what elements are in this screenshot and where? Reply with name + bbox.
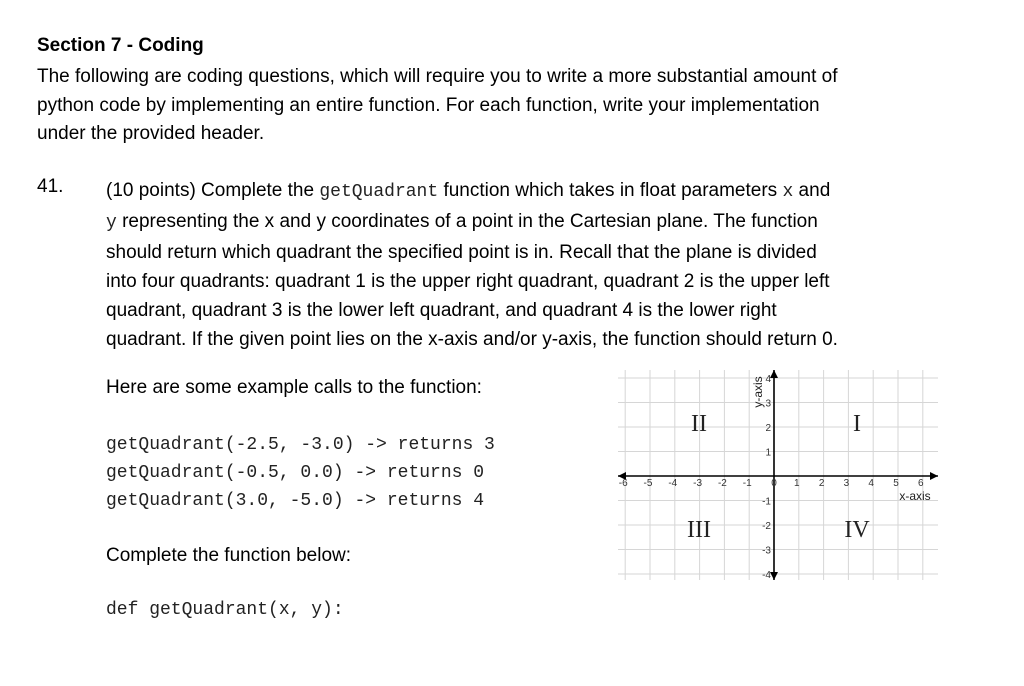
x-tick-label: -3 bbox=[693, 478, 703, 489]
quadrant-3-label: III bbox=[687, 517, 711, 543]
x-tick-label: 2 bbox=[818, 478, 825, 489]
y-tick-label: 4 bbox=[765, 374, 771, 385]
param-x: x bbox=[782, 182, 794, 202]
section-title: Section 7 - Coding bbox=[37, 35, 204, 56]
question-line bbox=[106, 207, 1006, 238]
section-intro bbox=[37, 63, 997, 149]
question-number: 41. bbox=[37, 176, 64, 197]
question-line: should return which quadrant the specified point is in. Recall that the plane is divided bbox=[106, 242, 817, 263]
quadrant-4-label: IV bbox=[844, 517, 870, 543]
x-tick-label: -6 bbox=[618, 478, 628, 489]
x-tick-label: -4 bbox=[668, 478, 678, 489]
text-segment: representing the x and y coordinates of a point in the Cartesian plane. The function bbox=[116, 211, 818, 232]
x-tick-label: -5 bbox=[643, 478, 653, 489]
x-tick-label: 3 bbox=[843, 478, 850, 489]
y-tick-label: 1 bbox=[765, 447, 771, 459]
x-tick-label: 4 bbox=[868, 478, 874, 489]
x-tick-label: -2 bbox=[717, 478, 727, 489]
example-call: getQuadrant(-0.5, 0.0) -> returns 0 bbox=[106, 463, 485, 483]
function-name: getQuadrant bbox=[319, 182, 439, 202]
question-line: into four quadrants: quadrant 1 is the upper right quadrant, quadrant 2 is the upper left bbox=[106, 271, 830, 292]
y-axis-arrow-down bbox=[770, 572, 778, 580]
y-axis-arrow-up bbox=[770, 370, 778, 378]
x-tick-labels bbox=[619, 478, 924, 489]
cartesian-plane-figure bbox=[614, 366, 942, 582]
intro-line: python code by implementing an entire function. For each function, write your implementation bbox=[37, 94, 820, 116]
x-tick-label: 0 bbox=[771, 478, 777, 489]
question-text bbox=[106, 176, 1006, 354]
example-code-block bbox=[106, 431, 495, 515]
question-line: quadrant. If the given point lies on the x-axis and/or y-axis, the function should return 0. bbox=[106, 329, 838, 350]
y-tick-label: -4 bbox=[762, 570, 771, 581]
complete-label: Complete the function below: bbox=[106, 545, 352, 566]
question-line bbox=[106, 176, 1006, 207]
text-segment: (10 points) Complete the bbox=[106, 180, 320, 201]
x-tick-label: 6 bbox=[918, 478, 924, 489]
examples-label: Here are some example calls to the function: bbox=[106, 377, 482, 398]
grid-lines bbox=[618, 370, 938, 580]
y-tick-label: -1 bbox=[762, 496, 771, 508]
intro-line: under the provided header. bbox=[37, 123, 265, 144]
question-line: quadrant, quadrant 3 is the lower left quadrant, and quadrant 4 is the lower right bbox=[106, 300, 777, 321]
y-tick-label: 3 bbox=[765, 398, 771, 410]
quadrant-1-label: I bbox=[853, 411, 861, 437]
x-axis-arrow-right bbox=[930, 472, 938, 480]
y-tick-label: 2 bbox=[765, 423, 771, 434]
axes bbox=[618, 370, 938, 580]
x-tick-label: 5 bbox=[893, 478, 899, 489]
text-segment: and bbox=[793, 180, 831, 201]
y-tick-label: -3 bbox=[762, 545, 771, 557]
example-call: getQuadrant(3.0, -5.0) -> returns 4 bbox=[106, 491, 485, 511]
text-segment: function which takes in float parameters bbox=[438, 180, 783, 201]
quadrant-2-label: II bbox=[691, 411, 707, 437]
y-tick-label: -2 bbox=[762, 521, 771, 532]
x-tick-label: 1 bbox=[794, 478, 800, 489]
x-axis-label: x-axis bbox=[899, 489, 931, 503]
example-call: getQuadrant(-2.5, -3.0) -> returns 3 bbox=[106, 435, 495, 455]
intro-line: The following are coding questions, which will require you to write a more substantial amount of bbox=[37, 66, 838, 87]
function-header: def getQuadrant(x, y): bbox=[106, 600, 344, 620]
y-axis-label: y-axis bbox=[751, 376, 765, 408]
x-tick-label: -1 bbox=[742, 478, 752, 489]
param-y: y bbox=[106, 213, 117, 233]
